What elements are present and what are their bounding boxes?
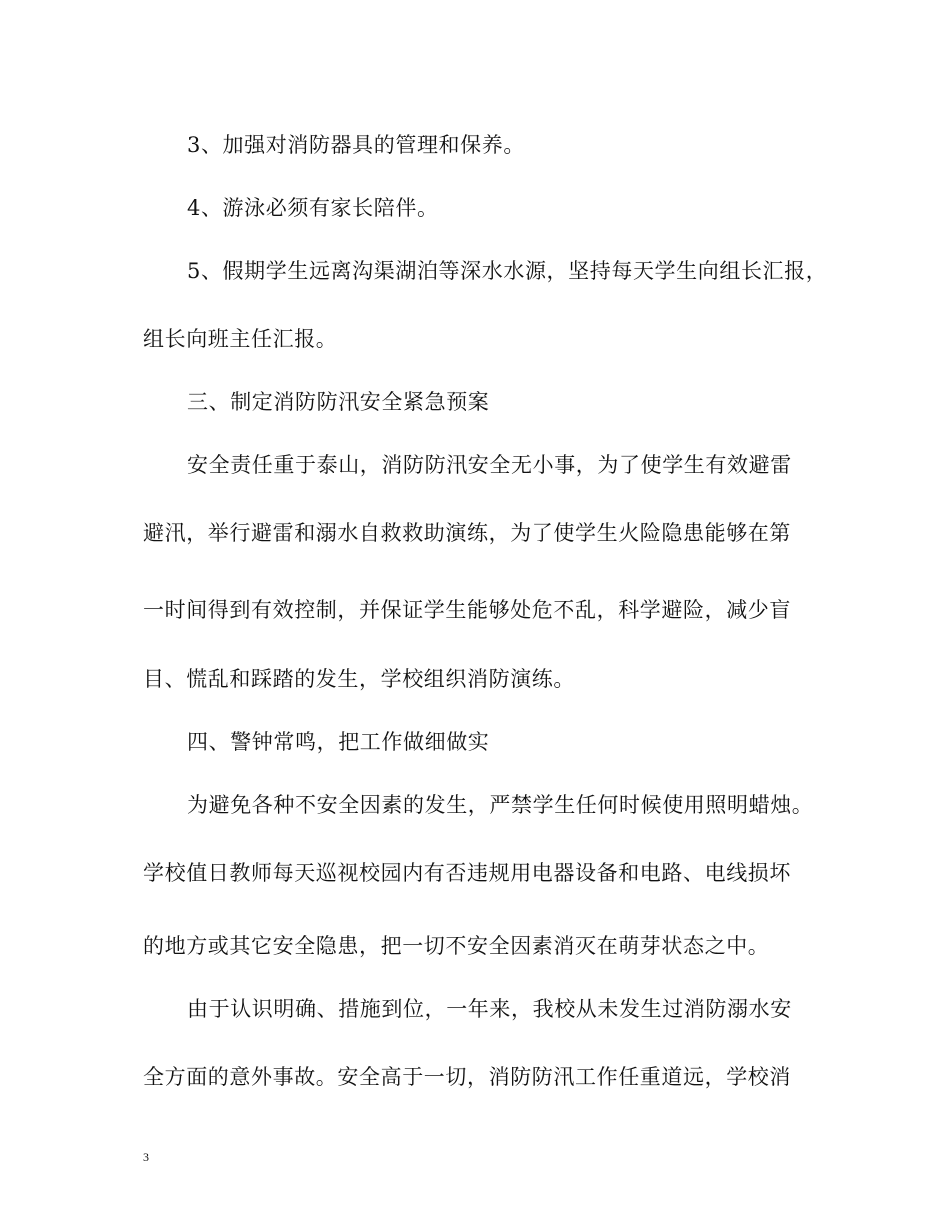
paragraph-line: 目、慌乱和踩踏的发生，学校组织消防演练。 [143, 667, 575, 691]
section-heading: 四、警钟常鸣，把工作做细做实 [187, 730, 490, 754]
paragraph-line: 一时间得到有效控制，并保证学生能够处危不乱，科学避险，减少盲 [143, 598, 791, 622]
paragraph-line: 全方面的意外事故。安全高于一切，消防防汛工作任重道远，学校消 [143, 1065, 791, 1089]
paragraph-line: 安全责任重于泰山，消防防汛安全无小事，为了使学生有效避雷 [187, 453, 792, 477]
paragraph-line: 避汛，举行避雷和溺水自救救助演练，为了使学生火险隐患能够在第 [143, 521, 791, 545]
paragraph-line: 3、加强对消防器具的管理和保养。 [187, 133, 525, 157]
paragraph-line: 的地方或其它安全隐患，把一切不安全因素消灭在萌芽状态之中。 [143, 934, 770, 958]
paragraph-line: 由于认识明确、措施到位，一年来，我校从未发生过消防溺水安 [187, 997, 792, 1021]
page-number: 3 [143, 1150, 149, 1164]
paragraph-line: 为避免各种不安全因素的发生，严禁学生任何时候使用照明蜡烛。 [187, 793, 814, 817]
section-heading: 三、制定消防防汛安全紧急预案 [187, 390, 490, 414]
paragraph-line: 5、假期学生远离沟渠湖泊等深水水源，坚持每天学生向组长汇报， [187, 259, 828, 283]
paragraph-line: 4、游泳必须有家长陪伴。 [187, 196, 439, 220]
paragraph-line: 学校值日教师每天巡视校园内有否违规用电器设备和电路、电线损坏 [143, 861, 791, 885]
paragraph-line: 组长向班主任汇报。 [143, 327, 338, 351]
